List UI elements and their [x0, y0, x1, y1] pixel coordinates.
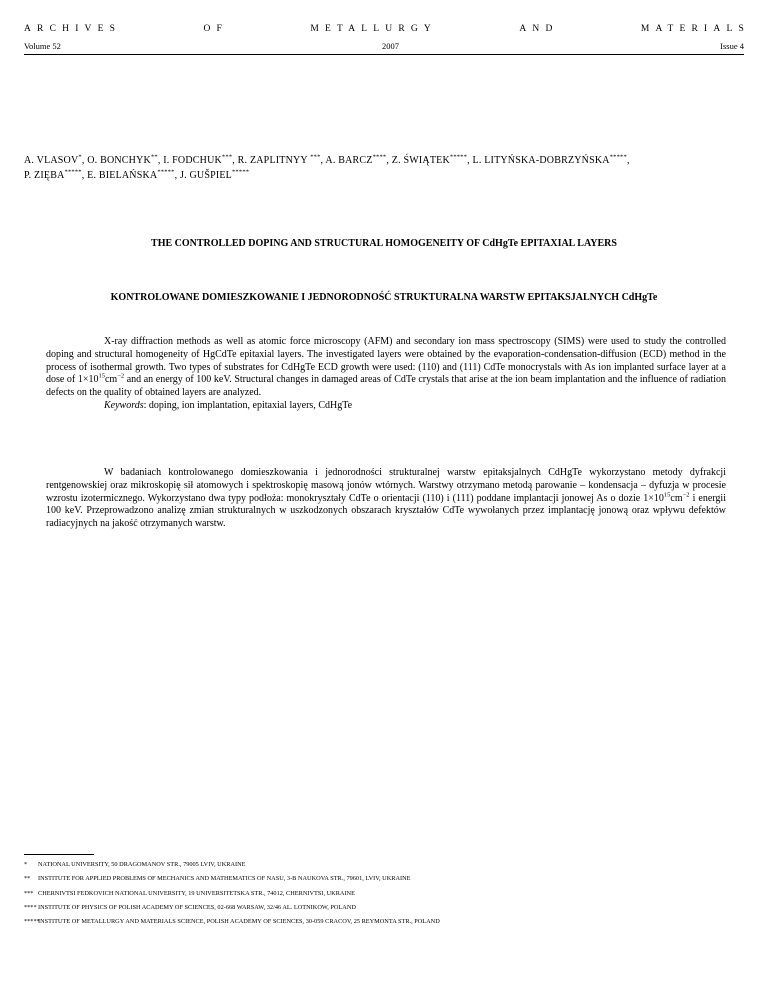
author-affil-mark: ***	[221, 153, 233, 161]
abstract-english	[46, 336, 726, 413]
author-affil-mark: ****	[372, 153, 387, 161]
abstract-text: W badaniach kontrolowanego domieszkowania i jednorodności strukturalnej warstw epitaksjalnych CdHgTe wykorzystano metody dyfrakcji rentgenowskiej oraz mikroskopię sił atomowych i spektroskopię masową jonów wtórnych. Warstwy otrzymano metodą parowanie – kondensacja – dyfuzja w procesie wzrostu izotermicznego. Wykorzystano dwa typy podłoża: monokryształy CdTe o orientacji (110) i (111) poddane implantacji jonowej As o dozie 1×10	[46, 467, 726, 504]
author-affil-mark: *****	[231, 168, 250, 176]
exponent: 15	[98, 373, 105, 381]
footnote-mark: ***	[24, 889, 34, 897]
footnote-text: INSTITUTE OF PHYSICS OF POLISH ACADEMY OF SCIENCES, 02-668 WARSAW, 32/46 AL. LOTNIKOW, POLAND	[38, 903, 356, 911]
author-name: A. VLASOV	[24, 155, 79, 166]
abstract-text: cm	[104, 374, 118, 386]
issue: Issue 4	[720, 41, 744, 51]
author-name: , J. GUŠPIEL	[174, 170, 232, 181]
abstract-paragraph	[46, 467, 726, 531]
footnote-text: INSTITUTE OF METALLURGY AND MATERIALS SCIENCE, POLISH ACADEMY OF SCIENCES, 30-059 CRACOV, 25 REYMONTA STR., POLAND	[38, 918, 440, 926]
keywords	[46, 400, 726, 413]
author-affil-mark: **	[150, 153, 158, 161]
journal-name	[24, 24, 750, 34]
abstract-text: X-ray diffraction methods as well as atomic force microscopy (AFM) and secondary ion mass spectroscopy (SIMS) were used to study the controlled doping and structural homogeneity of HgCdTe epitaxial layers. The investigated layers were obtained by the evaporation-condensation-diffusion (ECD) method in the process of isothermal growth. Two types of substrates for CdHgTe ECD growth were used: (110) and (111) CdTe monocrystals with As ion implanted surface layer at a dose of 1×10	[46, 336, 726, 386]
author-name: , O. BONCHYK	[81, 155, 151, 166]
author-affil-mark: *****	[64, 168, 82, 176]
author-affil-mark: *****	[157, 168, 175, 176]
paper-title-polish: KONTROLOWANE DOMIESZKOWANIE I JEDNORODNOŚĆ STRUKTURALNA WARSTW EPITAKSJALNYCH CdHgTe	[110, 292, 658, 303]
author-name: , L. LITYŃSKA-DOBRZYŃSKA	[467, 155, 610, 166]
footnote	[24, 915, 744, 929]
abstract-text: cm	[670, 492, 683, 504]
abstract-paragraph	[46, 336, 726, 400]
exponent: −2	[117, 373, 125, 381]
author-line	[24, 153, 744, 168]
footnote	[24, 872, 744, 886]
footnote-rule	[24, 854, 94, 855]
author-list	[24, 153, 744, 183]
journal-word: ARCHIVES	[24, 24, 122, 34]
author-line	[24, 168, 744, 183]
author-affil-mark: *****	[449, 153, 468, 161]
footnote-text: NATIONAL UNIVERSITY, 50 DRAGOMANOV STR., 79005 LVIV, UKRAINE	[38, 861, 246, 868]
journal-word: OF	[203, 24, 228, 34]
author-affil-mark: *	[78, 153, 82, 161]
keywords-list: : doping, ion implantation, epitaxial layers, CdHgTe	[143, 399, 353, 411]
footnote-mark: *****	[24, 918, 40, 926]
affiliation-footnotes	[24, 858, 744, 929]
keywords-label: Keywords	[104, 399, 144, 411]
journal-word: AND	[519, 24, 559, 34]
author-affil-mark: ***	[310, 153, 321, 161]
footnote-mark: *	[24, 861, 28, 868]
author-name: , A. BARCZ	[320, 155, 373, 166]
footnote-mark: **	[24, 875, 31, 883]
year: 2007	[382, 41, 400, 51]
volume: Volume 52	[24, 41, 61, 51]
exponent: −2	[682, 491, 690, 499]
abstract-polish	[46, 467, 726, 531]
author-name: ,	[626, 155, 630, 166]
journal-word: METALLURGY	[310, 24, 437, 34]
footnote	[24, 887, 744, 901]
journal-word: MATERIALS	[640, 24, 750, 34]
exponent: 15	[663, 491, 671, 499]
footnote-text: INSTITUTE FOR APPLIED PROBLEMS OF MECHANICS AND MATHEMATICS OF NASU, 3-B NAUKOVA STR., 79601, LVIV, UKRAINE	[38, 875, 411, 883]
header-rule	[24, 54, 744, 55]
footnote-mark: ****	[24, 903, 37, 911]
author-name: P. ZIĘBA	[24, 170, 65, 181]
author-name: , I. FODCHUK	[157, 155, 222, 166]
footnote-text: CHERNIVTSI FEDKOVICH NATIONAL UNIVERSITY, 19 UNIVERSITETSKA STR., 74012, CHERNIVTSI, UKRAINE	[38, 889, 355, 897]
author-name: , Z. ŚWIĄTEK	[386, 155, 450, 166]
author-affil-mark: *****	[609, 153, 627, 161]
author-name: , E. BIELAŃSKA	[81, 170, 158, 181]
issue-info	[24, 41, 744, 51]
footnote	[24, 858, 744, 872]
author-name: , R. ZAPLITNYY	[232, 155, 311, 166]
paper-title-english: THE CONTROLLED DOPING AND STRUCTURAL HOMOGENEITY OF CdHgTe EPITAXIAL LAYERS	[151, 238, 617, 249]
footnote	[24, 901, 744, 915]
abstract-text: and an energy of 100 keV. Structural changes in damaged areas of CdTe crystals that arise at the ion beam implantation and the influence of radiation defects on the quality of obtained layers are analyzed.	[46, 374, 726, 399]
abstract-text: i energii 100 keV. Przeprowadzono analizę zmian strukturalnych w uszkodzonych obszarach kryształów CdTe wywołanych przez implantację jonową oraz wpływu defektów radiacyjnych na jakość otrzymanych warstw.	[46, 492, 726, 530]
